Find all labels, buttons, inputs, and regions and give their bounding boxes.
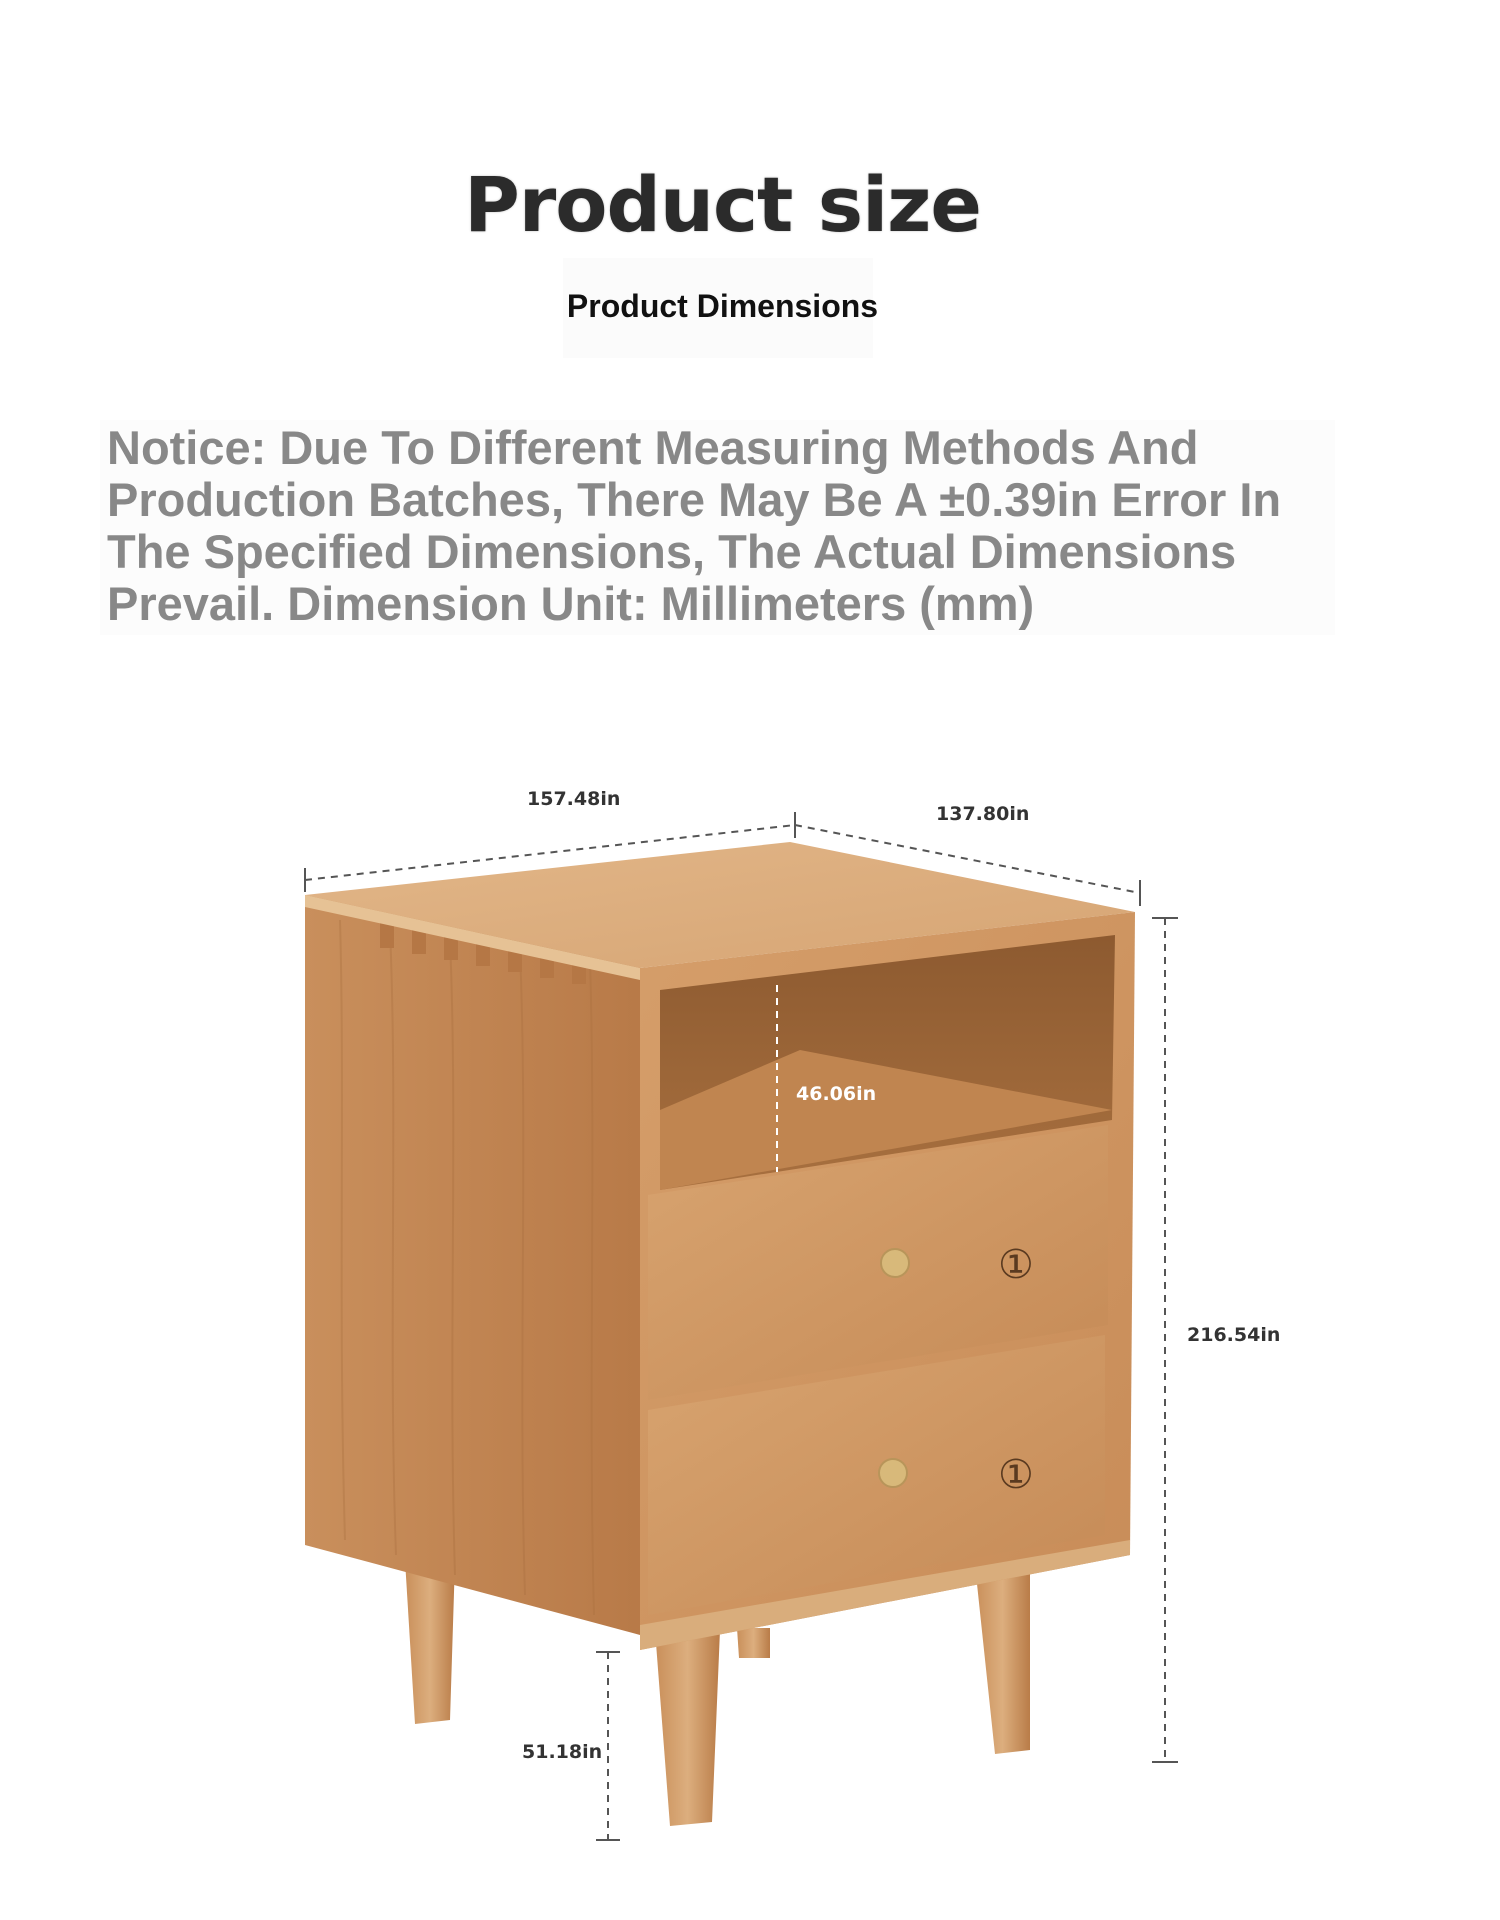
leg-back (737, 1628, 770, 1658)
side-panel (305, 895, 640, 1635)
measurement-notice: Notice: Due To Different Measuring Methods And Production Batches, There May Be A ±0.39in Error In The Specified Dimensions, The Actual Dimensions Prevail. Dimension Unit: Millimeters (mm) (107, 421, 1282, 630)
drawer-bottom-knob[interactable] (879, 1459, 907, 1487)
leg-front-right (975, 1565, 1030, 1754)
height-dimension-label: 216.54in (1187, 1324, 1281, 1346)
leg-height-dimension-label: 51.18in (522, 1741, 603, 1763)
width-dimension-label: 157.48in (527, 788, 621, 810)
depth-dimension-label: 137.80in (936, 803, 1030, 825)
page-subtitle: Product Dimensions (566, 288, 879, 324)
leg-back-left (405, 1560, 455, 1724)
drawer-bottom-badge: ① (998, 1452, 1034, 1498)
leg-front-left (655, 1630, 720, 1826)
drawer-top-knob[interactable] (881, 1249, 909, 1277)
drawer-top-badge: ① (998, 1242, 1034, 1288)
shelf-height-dimension-label: 46.06in (796, 1083, 877, 1105)
page-title: Product size (464, 160, 981, 249)
